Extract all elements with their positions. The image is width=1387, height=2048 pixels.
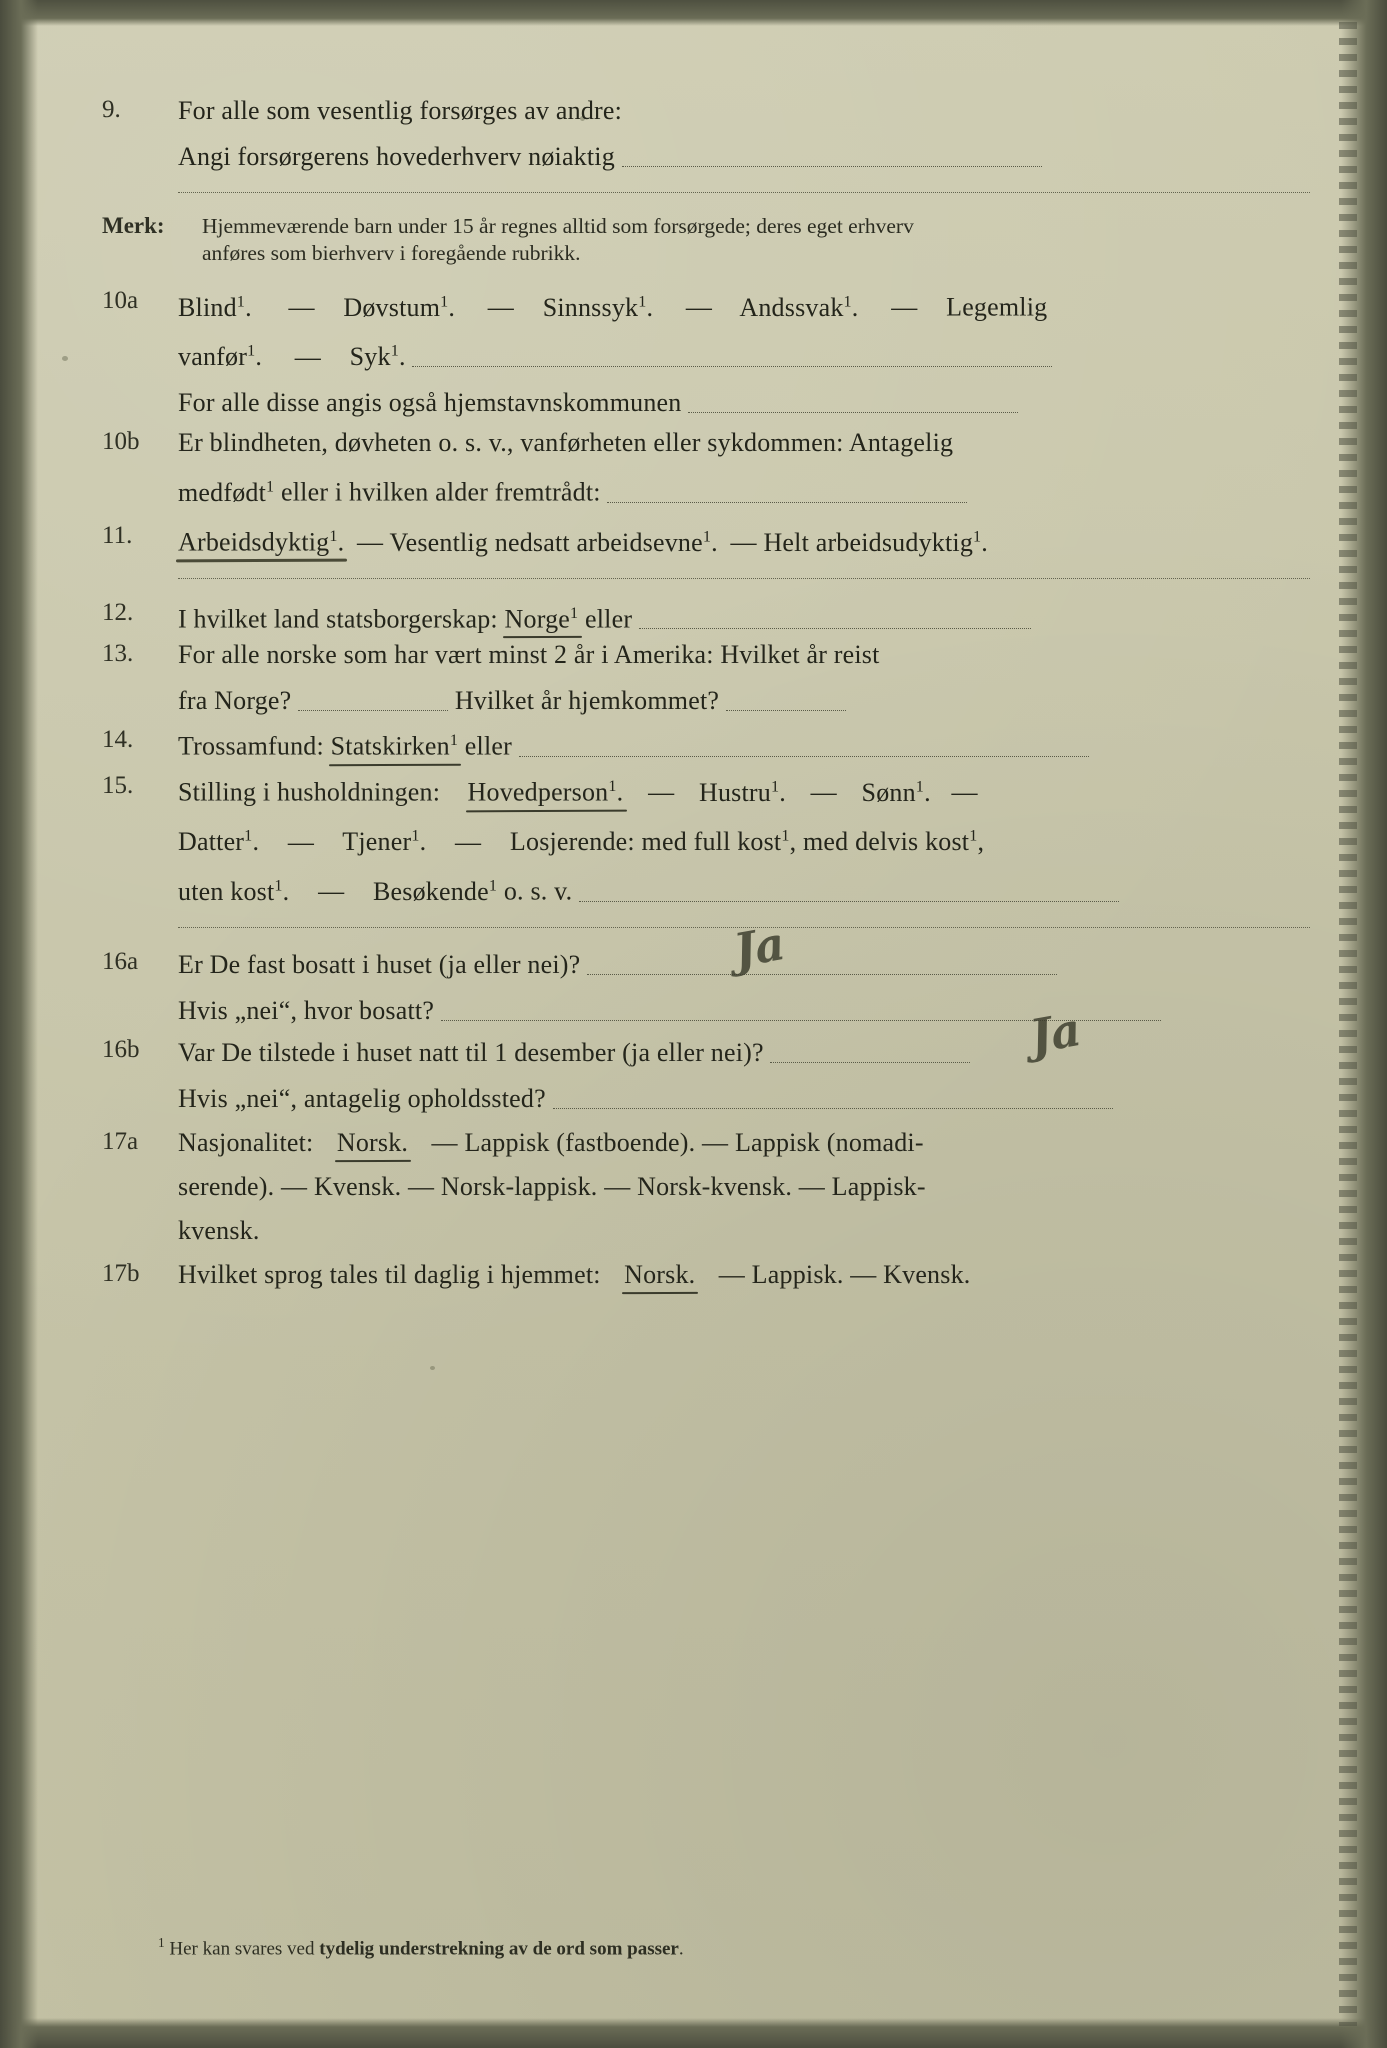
option-norge-selected[interactable]: Norge$^1$	[505, 599, 579, 635]
form-body	[102, 96, 1294, 1290]
question-16b-number: 16b	[102, 1035, 140, 1063]
question-17a-line-1	[178, 1128, 1294, 1158]
question-16a-number: 16a	[102, 947, 139, 975]
dash-5: —	[294, 342, 321, 372]
question-9-answer-field-line2[interactable]	[178, 192, 1310, 193]
option-uten-kost[interactable]: uten kost$^1$.	[178, 876, 290, 906]
question-15-osv: o. s. v.	[503, 876, 573, 906]
question-17b-label: Hvilket sprog tales til daglig i hjemmet:	[178, 1259, 601, 1289]
question-10a-line-3	[178, 386, 1294, 418]
option-sprog-norsk-selected[interactable]: Norsk.	[624, 1259, 696, 1289]
question-13-fra-norge-field[interactable]	[298, 684, 448, 711]
option-dovstum[interactable]: Døvstum$^1$.	[343, 292, 456, 322]
question-9-line-2	[178, 140, 1294, 172]
option-vanfor[interactable]: vanfør$^1$.	[178, 342, 263, 372]
question-10a-hjemstavn-field[interactable]	[688, 386, 1018, 413]
option-syk[interactable]: Syk$^1$.	[349, 342, 406, 372]
option-blind[interactable]: Blind$^1$.	[178, 292, 252, 322]
dash-7: —	[730, 527, 757, 557]
question-17a-line-3[interactable]: kvensk.	[178, 1215, 260, 1245]
question-12-label: I hvilket land statsborgerskap:	[178, 604, 498, 634]
question-17a-number: 17a	[102, 1127, 139, 1155]
footnote-marker: 1	[158, 1934, 165, 1950]
question-10b-line-1: Er blindheten, døvheten o. s. v., vanførheten eller sykdommen: Antagelig	[178, 428, 954, 458]
question-17a-label: Nasjonalitet:	[178, 1127, 314, 1157]
dash-11: —	[287, 827, 315, 857]
question-15-line-2	[178, 822, 1294, 858]
question-16b-label: Var De tilstede i huset natt til 1 desember (ja eller nei)?	[178, 1037, 764, 1067]
option-hustru[interactable]: Hustru$^1$.	[698, 777, 786, 807]
question-16a-answer-field[interactable]	[587, 948, 1057, 975]
question-10a-line-1	[178, 287, 1294, 323]
question-12-number: 12.	[102, 598, 134, 626]
question-17b-number: 17b	[102, 1259, 140, 1287]
question-15-label: Stilling i husholdningen:	[178, 777, 441, 807]
question-16b-handwritten-answer: Ja	[1025, 1002, 1084, 1064]
question-9	[102, 96, 1294, 193]
option-norsk-selected[interactable]: Norsk.	[336, 1127, 409, 1157]
question-14-line-1	[178, 726, 1294, 762]
option-legemlig-vanfor-part1[interactable]: Legemlig	[946, 292, 1048, 322]
question-13-hjemkommet-label: Hvilket år hjemkommet?	[454, 686, 720, 716]
question-10b-line-2-label: eller i hvilken alder fremtrådt:	[281, 477, 601, 507]
question-12	[102, 599, 1294, 635]
question-16a	[102, 916, 1294, 1026]
question-16b-answer-field[interactable]	[770, 1036, 970, 1063]
question-13-line-1: For alle norske som har vært minst 2 år i Amerika: Hvilket år reist	[178, 640, 880, 670]
question-17a-line-2[interactable]: serende). — Kvensk. — Norsk-lappisk. — Norsk-kvensk. — Lappisk-	[178, 1171, 926, 1201]
question-13-hjemkommet-field[interactable]	[726, 684, 846, 711]
question-17b	[102, 1260, 1294, 1290]
question-14-answer-field[interactable]	[519, 730, 1089, 757]
question-12-eller: eller	[585, 604, 633, 634]
scan-edge-left	[0, 0, 38, 2048]
question-15-answer-field[interactable]	[579, 875, 1119, 902]
footnote-text-after: .	[678, 1938, 684, 1959]
paper-speck	[62, 356, 68, 361]
question-17a-line-1-rest: — Lappisk (fastboende). — Lappisk (nomadi-	[431, 1127, 924, 1157]
question-13-fra-norge-label: fra Norge?	[178, 686, 292, 716]
question-9-number: 9.	[102, 96, 121, 123]
option-andssvak[interactable]: Andssvak$^1$.	[739, 292, 859, 322]
question-10b-line-2	[178, 472, 1294, 508]
scan-edge-bottom	[0, 2018, 1387, 2048]
footnote-text-before: Her kan svares ved	[169, 1938, 320, 1959]
question-16b-nei-label: Hvis „nei“, antagelig opholdssted?	[178, 1083, 546, 1113]
option-nedsatt-arbeidsevne[interactable]: Vesentlig nedsatt arbeidsevne$^1$.	[389, 527, 718, 557]
option-medfodt[interactable]: medfødt$^1$	[178, 477, 275, 507]
question-10a-line-2	[178, 337, 1294, 373]
option-statskirken-selected[interactable]: Statskirken$^1$	[331, 726, 458, 762]
question-17a	[102, 1128, 1294, 1246]
dash-6: —	[357, 527, 384, 557]
dash-10: —	[951, 777, 978, 807]
question-14	[102, 726, 1294, 762]
note-merk-label: Merk:	[102, 213, 165, 238]
option-besokende[interactable]: Besøkende$^1$	[372, 876, 498, 906]
note-merk	[102, 213, 1294, 267]
question-14-number: 14.	[102, 726, 134, 754]
question-12-line-1	[178, 599, 1294, 635]
dash-1: —	[288, 292, 315, 322]
question-15	[102, 772, 1294, 928]
question-12-answer-field[interactable]	[639, 602, 1031, 629]
question-10b-number: 10b	[102, 428, 140, 456]
question-10b	[102, 428, 1294, 508]
question-16b-nei-field[interactable]	[553, 1082, 1113, 1109]
question-13-number: 13.	[102, 640, 134, 668]
footnote-text-bold: tydelig understrekning av de ord som passer	[319, 1938, 679, 1959]
question-17b-line-1	[178, 1260, 1294, 1290]
question-16a-nei-label: Hvis „nei“, hvor bosatt?	[178, 995, 435, 1025]
dash-9: —	[810, 777, 837, 807]
dash-8: —	[648, 777, 675, 807]
option-hovedperson-selected[interactable]: Hovedperson$^1$.	[468, 772, 624, 808]
question-13	[102, 640, 1294, 716]
option-datter[interactable]: Datter$^1$.	[178, 827, 260, 857]
dash-3: —	[685, 292, 713, 322]
question-15-line-3	[178, 871, 1294, 907]
dash-12: —	[455, 827, 482, 857]
option-helt-arbeidsudyktig[interactable]: Helt arbeidsudyktig$^1$.	[763, 527, 988, 557]
question-10a-line-3-label: For alle disse angis også hjemstavnskommunen	[178, 388, 682, 418]
question-13-line-2	[178, 684, 1294, 716]
question-14-eller: eller	[464, 731, 512, 761]
question-9-line-1: For alle som vesentlig forsørges av andre:	[178, 96, 623, 125]
question-9-line-2-label: Angi forsørgerens hovederhverv nøiaktig	[178, 142, 615, 171]
question-10a-answer-field[interactable]	[412, 340, 1052, 367]
question-14-label: Trossamfund:	[178, 731, 324, 761]
question-10a	[102, 287, 1294, 418]
question-9-answer-field[interactable]	[622, 140, 1042, 167]
scan-edge-top	[0, 0, 1387, 26]
question-11-answer-field[interactable]	[178, 578, 1310, 579]
question-16a-line-1	[178, 916, 1294, 980]
dash-13: —	[318, 876, 345, 906]
page-footnote	[158, 1935, 684, 1960]
question-15-number: 15.	[102, 771, 134, 799]
dash-4: —	[891, 292, 918, 322]
question-16b-line-2	[178, 1082, 1294, 1114]
scan-edge-right	[1341, 0, 1387, 2048]
paper-speck	[430, 1366, 435, 1370]
option-losjerende-delvis-kost[interactable]: , med delvis kost$^1$,	[789, 827, 985, 857]
option-sonn[interactable]: Sønn$^1$.	[861, 777, 931, 807]
option-losjerende-full-kost[interactable]: Losjerende: med full kost$^1$	[509, 827, 790, 857]
page-perforation	[1339, 22, 1357, 2026]
option-tjener[interactable]: Tjener$^1$.	[342, 827, 427, 857]
question-11-number: 11.	[102, 521, 133, 549]
question-16a-line-2	[178, 994, 1294, 1026]
note-merk-line-2: anføres som bierhverv i foregående rubrikk.	[202, 241, 581, 265]
option-sinnssyk[interactable]: Sinnssyk$^1$.	[542, 292, 654, 322]
form-sheet	[40, 26, 1335, 2018]
question-10a-number: 10a	[102, 287, 139, 314]
option-arbeidsdyktig-selected[interactable]: Arbeidsdyktig$^1$.	[178, 522, 344, 558]
question-16a-handwritten-answer: Ja	[729, 916, 788, 978]
question-15-line-1	[178, 772, 1294, 808]
question-10b-answer-field[interactable]	[607, 476, 967, 503]
question-17b-line-1-rest[interactable]: — Lappisk. — Kvensk.	[718, 1259, 971, 1289]
question-11	[102, 522, 1294, 579]
question-11-line-1	[178, 522, 1294, 558]
note-merk-line-1: Hjemmeværende barn under 15 år regnes alltid som forsørgede; deres eget erhverv	[202, 214, 914, 238]
question-16a-label: Er De fast bosatt i huset (ja eller nei)?	[178, 949, 581, 979]
dash-2: —	[487, 292, 514, 322]
